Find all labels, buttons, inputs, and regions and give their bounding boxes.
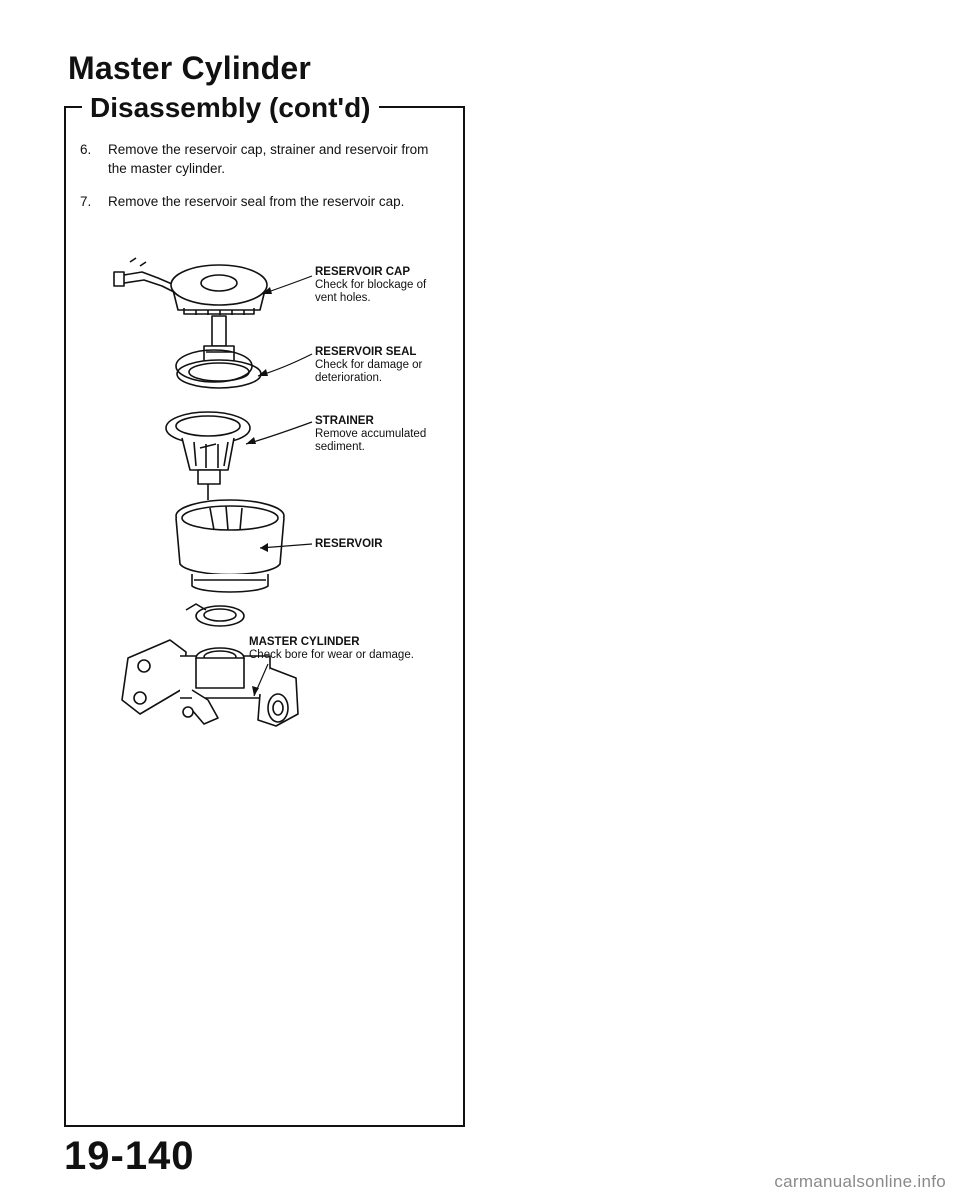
page-number: 19-140 (64, 1134, 195, 1178)
strainer-arrowhead (246, 437, 256, 444)
leader-lines (246, 276, 312, 696)
callout-name: STRAINER (315, 415, 374, 427)
callout-name: RESERVOIR CAP (315, 266, 411, 278)
callout-note: Check bore for wear or damage. (249, 649, 414, 661)
step-list (80, 140, 450, 225)
callout-reservoir-seal (315, 346, 445, 385)
step-7 (80, 192, 450, 211)
step-text: Remove the reservoir seal from the reservoir cap. (108, 194, 405, 209)
strainer-leader (246, 422, 312, 444)
callout-master-cylinder (249, 636, 414, 662)
master-cylinder-part (122, 604, 298, 726)
leader-arrowheads (246, 287, 272, 696)
strainer-part (166, 412, 250, 500)
step-number: 7. (80, 194, 92, 209)
callout-note: Check for blockage of vent holes. (315, 279, 427, 304)
callout-strainer (315, 415, 445, 454)
section-title: Disassembly (cont'd) (90, 92, 379, 124)
callout-name: MASTER CYLINDER (249, 636, 360, 648)
callout-note: Check for damage or deterioration. (315, 359, 423, 384)
reservoir-cap-part (114, 258, 267, 346)
callout-name: RESERVOIR SEAL (315, 346, 417, 358)
step-number: 6. (80, 142, 92, 157)
callout-reservoir-cap (315, 266, 427, 305)
callout-name: RESERVOIR (315, 538, 383, 550)
reservoir-seal-part (176, 346, 261, 388)
exploded-view-diagram (100, 238, 450, 758)
callout-note: Remove accumulated sediment. (315, 428, 427, 453)
step-6 (80, 140, 450, 178)
callout-reservoir (315, 538, 383, 551)
watermark-text: carmanualsonline.info (774, 1172, 946, 1191)
page-title: Master Cylinder (68, 50, 312, 86)
step-text: Remove the reservoir cap, strainer and reservoir from the master cylinder. (108, 142, 429, 176)
